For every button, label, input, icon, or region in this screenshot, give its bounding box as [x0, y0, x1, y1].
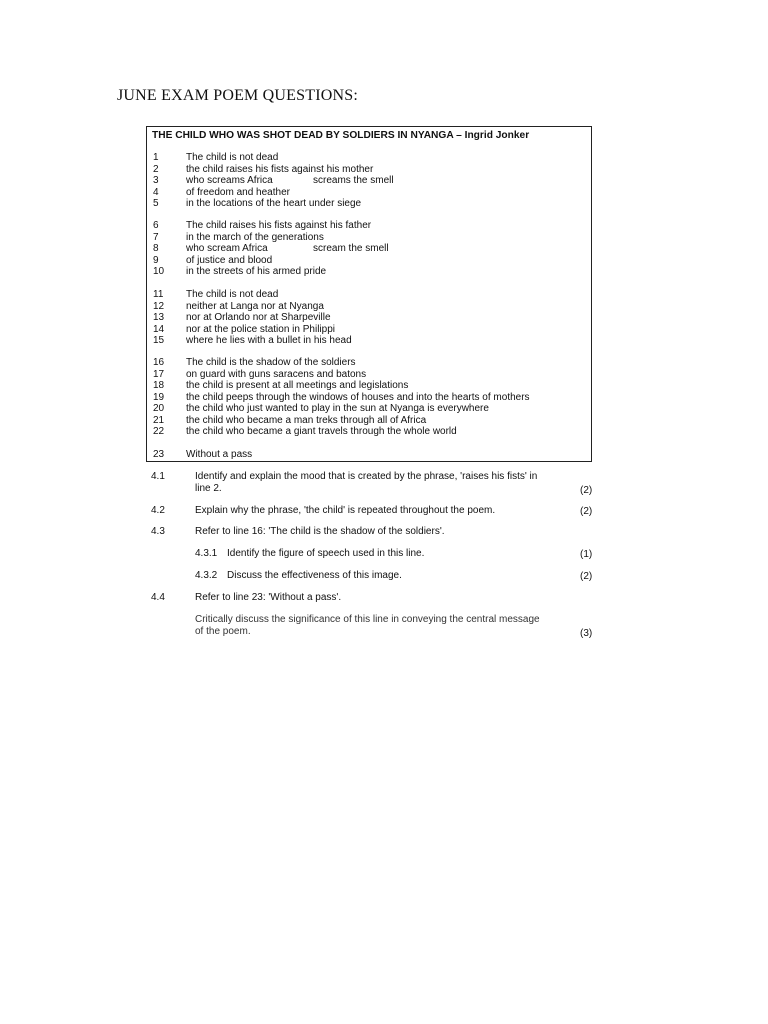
- line-number: 11: [153, 289, 164, 300]
- question-text: Identify and explain the mood that is created by the phrase, 'raises his fists' in: [195, 471, 538, 482]
- question-mark: (2): [580, 506, 593, 517]
- line-text: Without a pass: [186, 449, 253, 460]
- question-4-4-discussion: [0, 614, 768, 638]
- line-text: the child who became a giant travels through the whole world: [186, 426, 457, 437]
- question-text: Refer to line 16: 'The child is the shadow of the soldiers'.: [195, 526, 445, 537]
- question-number: 4.3.1: [195, 548, 218, 559]
- question-4-2: [0, 505, 768, 519]
- line-text: The child is the shadow of the soldiers: [186, 357, 356, 368]
- line-text: nor at the police station in Philippi: [186, 323, 335, 335]
- line-number: 20: [153, 403, 165, 414]
- line-text: nor at Orlando nor at Sharpeville: [186, 312, 331, 323]
- question-text: Critically discuss the significance of this line in conveying the central message: [195, 614, 540, 625]
- line-number: 7: [153, 231, 159, 243]
- question-4-4: [0, 592, 768, 606]
- line-text: in the streets of his armed pride: [186, 266, 327, 277]
- line-number: 21: [153, 414, 165, 426]
- question-text: Explain why the phrase, 'the child' is repeated throughout the poem.: [195, 505, 496, 516]
- question-text: Refer to line 23: 'Without a pass'.: [195, 592, 342, 603]
- line-text: The child is not dead: [186, 152, 279, 163]
- question-text: Identify the figure of speech used in this line.: [227, 548, 425, 559]
- line-text: who screams Africa: [186, 175, 273, 186]
- line-text: where he lies with a bullet in his head: [186, 335, 352, 346]
- line-number: 3: [153, 175, 159, 186]
- line-text: on guard with guns saracens and batons: [186, 368, 367, 380]
- poem-title: THE CHILD WHO WAS SHOT DEAD BY SOLDIERS IN NYANGA – Ingrid Jonker: [152, 130, 530, 141]
- line-text: in the march of the generations: [186, 231, 324, 243]
- line-text: neither at Langa nor at Nyanga: [186, 300, 324, 312]
- question-text: Discuss the effectiveness of this image.: [227, 570, 402, 581]
- line-number: 16: [153, 357, 165, 368]
- line-number: 4: [153, 186, 159, 198]
- question-4-1: [0, 471, 768, 497]
- line-text: in the locations of the heart under siege: [186, 198, 362, 209]
- poem-box: [146, 126, 592, 462]
- question-mark: (3): [580, 628, 593, 638]
- line-text: The child raises his fists against his father: [186, 220, 372, 231]
- line-number: 19: [153, 391, 165, 403]
- question-text-continued: of the poem.: [195, 626, 251, 636]
- line-text: the child raises his fists against his mother: [186, 163, 374, 175]
- line-number: 2: [153, 163, 159, 175]
- question-4-3-2: [0, 570, 768, 584]
- line-number: 8: [153, 243, 159, 254]
- line-number: 12: [153, 300, 165, 312]
- line-number: 10: [153, 266, 165, 277]
- line-number: 17: [153, 368, 165, 380]
- question-text-continued: line 2.: [195, 483, 222, 494]
- line-number: 23: [153, 449, 165, 460]
- line-number: 9: [153, 254, 159, 266]
- line-text-continued: screams the smell: [313, 175, 394, 186]
- line-text: the child who just wanted to play in the sun at Nyanga is everywhere: [186, 403, 489, 414]
- line-number: 5: [153, 198, 159, 209]
- line-text-continued: scream the smell: [313, 243, 389, 254]
- question-4-3-1: [0, 548, 768, 562]
- line-text: the child peeps through the windows of houses and into the hearts of mothers: [186, 391, 530, 403]
- question-number: 4.4: [151, 592, 165, 603]
- line-text: the child is present at all meetings and legislations: [186, 380, 409, 391]
- line-number: 13: [153, 312, 165, 323]
- line-number: 1: [153, 152, 159, 163]
- question-number: 4.3.2: [195, 570, 218, 581]
- line-text: The child is not dead: [186, 289, 279, 300]
- question-mark: (2): [580, 571, 593, 582]
- line-text: who scream Africa: [186, 243, 268, 254]
- line-number: 6: [153, 220, 159, 231]
- question-mark: (1): [580, 549, 593, 560]
- line-text: of freedom and heather: [186, 186, 290, 198]
- question-number: 4.3: [151, 526, 165, 537]
- line-number: 15: [153, 335, 165, 346]
- question-number: 4.1: [151, 471, 165, 482]
- document-heading: JUNE EXAM POEM QUESTIONS:: [117, 87, 359, 104]
- line-number: 18: [153, 380, 165, 391]
- line-number: 14: [153, 323, 165, 335]
- line-text: of justice and blood: [186, 254, 273, 266]
- line-text: the child who became a man treks through all of Africa: [186, 414, 427, 426]
- line-number: 22: [153, 426, 165, 437]
- question-mark: (2): [580, 485, 593, 496]
- question-number: 4.2: [151, 505, 165, 516]
- question-4-3: [0, 526, 768, 540]
